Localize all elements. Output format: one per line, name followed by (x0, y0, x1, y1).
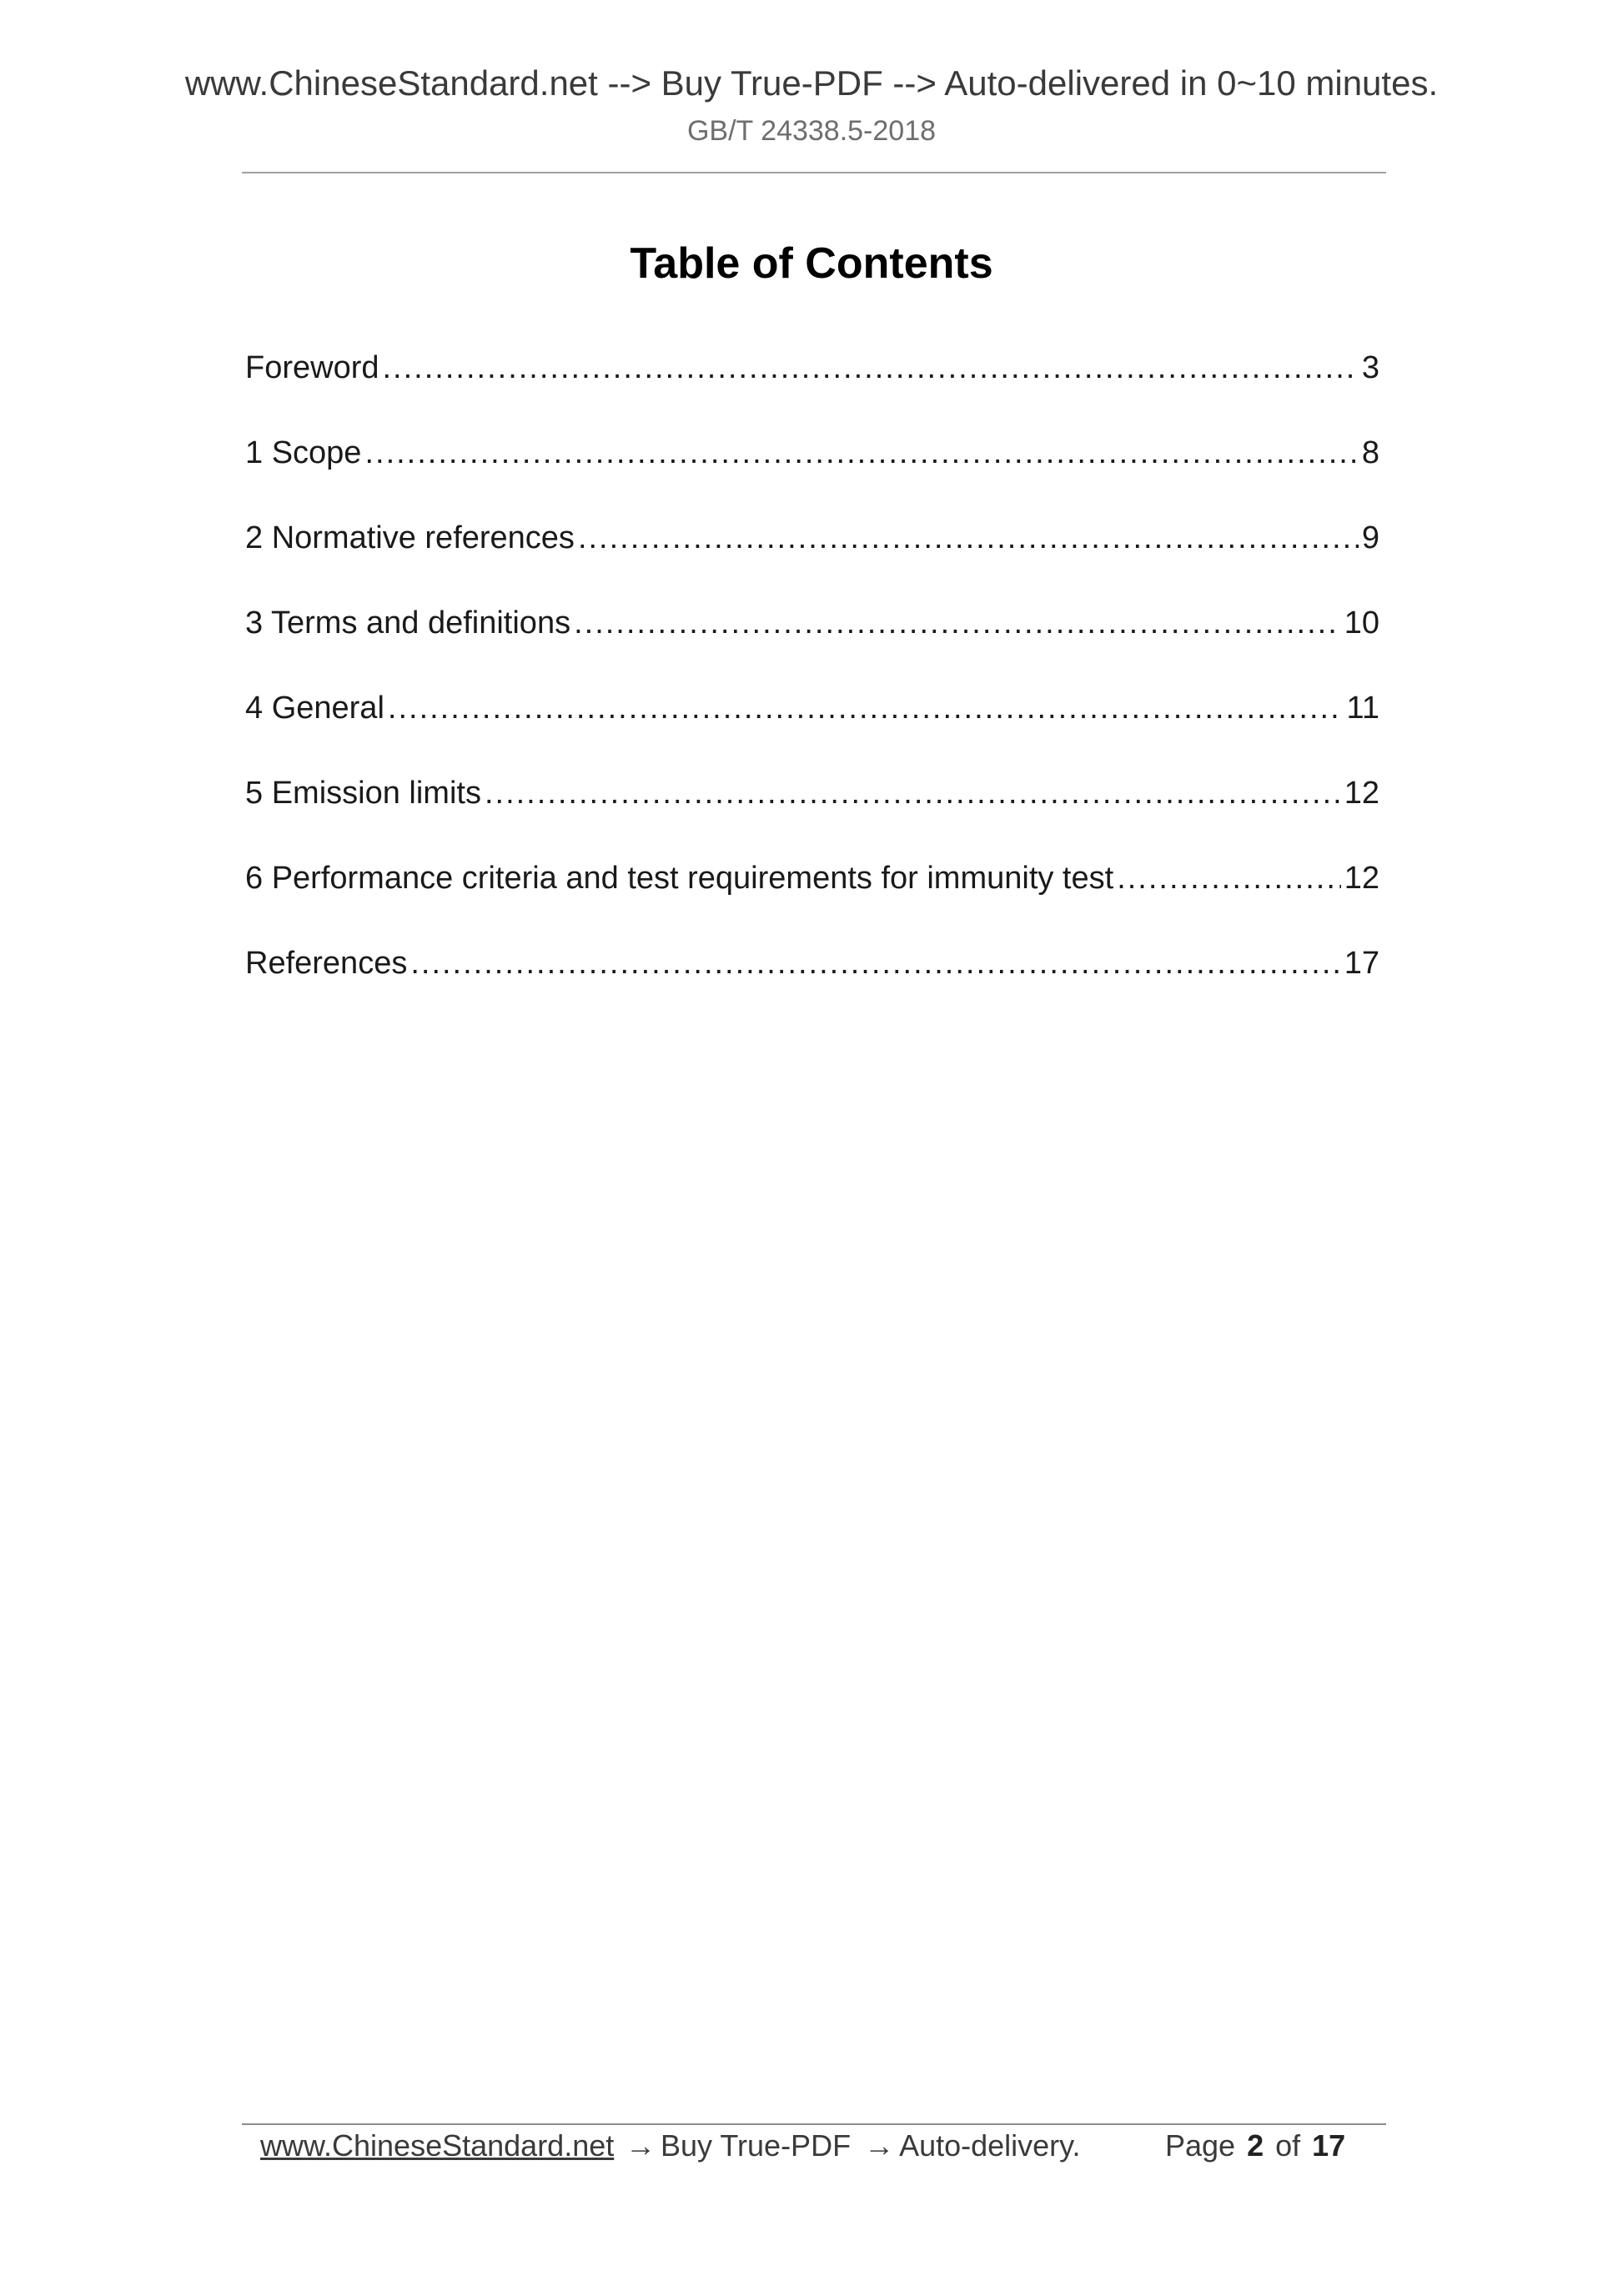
toc-entry-normative-references[interactable] (245, 520, 1379, 605)
arrow-right-icon: → (626, 2128, 656, 2163)
toc-entry-performance-criteria[interactable] (245, 861, 1379, 946)
toc-entry-label: 6 Performance criteria and test requirements for immunity test (245, 861, 1114, 896)
toc-entry-label: References (245, 946, 408, 981)
toc-entry-label: 5 Emission limits (245, 776, 481, 811)
toc-entry-label: Foreword (245, 350, 379, 385)
toc-list (245, 350, 1379, 1031)
standard-code: GB/T 24338.5-2018 (686, 115, 937, 147)
page-indicator (1165, 2128, 1345, 2163)
toc-entry-page: 10 (1344, 605, 1379, 641)
header-promo-line: www.ChineseStandard.net --> Buy True-PDF --> Auto-delivered in 0~10 minutes. (184, 63, 1439, 103)
footer-delivery-text: Auto-delivery. (899, 2128, 1081, 2163)
toc-dot-leader (1117, 861, 1341, 897)
toc-entry-emission-limits[interactable] (245, 776, 1379, 861)
toc-entry-page: 8 (1361, 435, 1379, 470)
toc-entry-page: 9 (1361, 520, 1379, 555)
of-word: of (1275, 2128, 1301, 2163)
toc-entry-label: 4 General (245, 691, 384, 726)
footer-site-link[interactable]: www.ChineseStandard.net (260, 2128, 615, 2163)
toc-dot-leader (485, 776, 1341, 811)
arrow-right-icon: → (864, 2128, 895, 2163)
toc-entry-general[interactable] (245, 691, 1379, 776)
toc-entry-page: 12 (1344, 861, 1379, 896)
toc-entry-scope[interactable] (245, 435, 1379, 520)
toc-entry-label: 3 Terms and definitions (245, 605, 571, 641)
toc-entry-label: 1 Scope (245, 435, 362, 470)
page-word: Page (1165, 2128, 1236, 2163)
toc-entry-page: 17 (1344, 946, 1379, 981)
toc-entry-foreword[interactable] (245, 350, 1379, 435)
page-current: 2 (1247, 2128, 1264, 2163)
header-divider (242, 172, 1386, 173)
page-title: Table of Contents (630, 239, 993, 288)
toc-dot-leader (410, 946, 1340, 982)
toc-entry-page: 12 (1344, 776, 1379, 811)
toc-dot-leader (574, 605, 1341, 641)
toc-entry-label: 2 Normative references (245, 520, 575, 555)
footer-buy-text: Buy True-PDF (661, 2128, 852, 2163)
toc-dot-leader (388, 691, 1344, 726)
footer-promo (621, 2128, 1081, 2163)
toc-entry-terms-definitions[interactable] (245, 605, 1379, 691)
footer-divider (242, 2123, 1386, 2125)
toc-entry-references[interactable] (245, 946, 1379, 1031)
page-footer (260, 2128, 1361, 2170)
toc-dot-leader (383, 350, 1359, 386)
page-total: 17 (1312, 2128, 1346, 2163)
toc-dot-leader (578, 520, 1359, 556)
toc-entry-page: 3 (1361, 350, 1379, 385)
toc-entry-page: 11 (1346, 691, 1379, 726)
toc-dot-leader (364, 435, 1358, 471)
